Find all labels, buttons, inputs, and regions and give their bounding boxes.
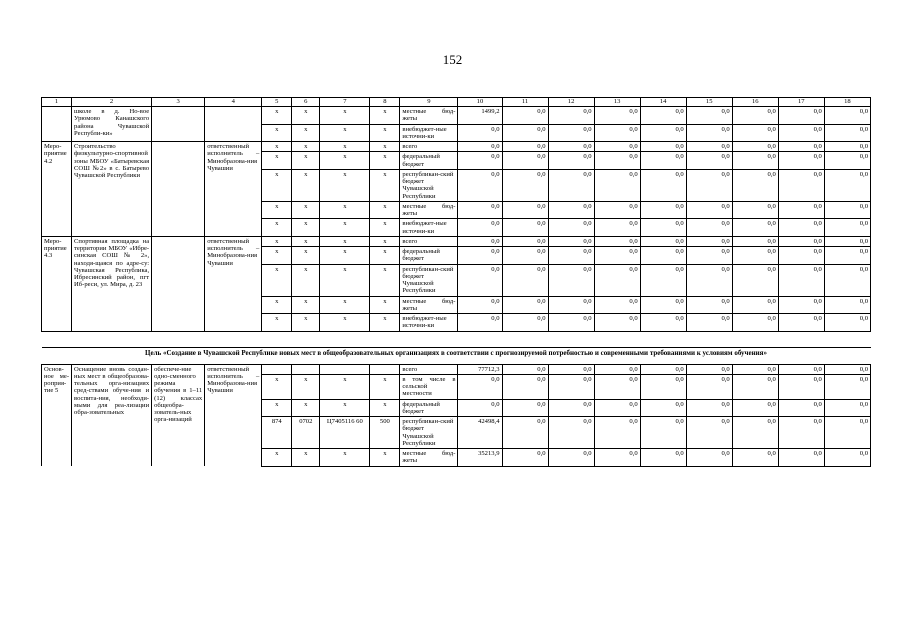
amount-cell: 0,0 [640, 264, 686, 296]
code-cell: х [370, 124, 400, 142]
amount-cell: 0,0 [502, 236, 548, 246]
amount-cell: 0,0 [640, 169, 686, 201]
amount-cell: 0,0 [732, 201, 778, 219]
code-cell: х [370, 236, 400, 246]
amount-cell: 0,0 [778, 449, 824, 467]
amount-cell: 0,0 [458, 152, 502, 170]
amount-cell: 0,0 [824, 247, 870, 265]
amount-cell: 0,0 [640, 201, 686, 219]
code-cell: х [262, 264, 292, 296]
amount-cell: 0,0 [778, 201, 824, 219]
code-cell: х [320, 169, 370, 201]
amount-cell: 0,0 [458, 264, 502, 296]
amount-cell: 0,0 [458, 314, 502, 332]
amount-cell: 0,0 [640, 152, 686, 170]
column-number: 18 [824, 98, 870, 107]
amount-cell: 0,0 [778, 417, 824, 449]
amount-cell: 0,0 [594, 296, 640, 314]
responsible-cell: ответственный исполнитель – Минобразова-ния Чувашии [205, 364, 262, 466]
amount-cell: 0,0 [548, 236, 594, 246]
amount-cell: 0,0 [458, 169, 502, 201]
funding-source-cell: всего [400, 142, 458, 152]
amount-cell: 0,0 [458, 399, 502, 417]
code-cell: х [292, 107, 320, 125]
measure-number-cell: Основ-ное ме-роприя-тие 5 [42, 364, 72, 466]
amount-cell: 0,0 [458, 374, 502, 399]
amount-cell: 42498,4 [458, 417, 502, 449]
code-cell: х [370, 219, 400, 237]
code-cell: х [262, 201, 292, 219]
table-row [42, 236, 871, 246]
amount-cell: 0,0 [502, 219, 548, 237]
amount-cell: 0,0 [640, 107, 686, 125]
code-cell: х [292, 152, 320, 170]
amount-cell: 0,0 [640, 364, 686, 374]
amount-cell: 0,0 [640, 449, 686, 467]
amount-cell: 0,0 [502, 142, 548, 152]
code-cell: х [370, 107, 400, 125]
amount-cell: 0,0 [778, 219, 824, 237]
amount-cell: 0,0 [640, 296, 686, 314]
amount-cell: 0,0 [824, 124, 870, 142]
amount-cell: 0,0 [594, 374, 640, 399]
amount-cell: 0,0 [458, 296, 502, 314]
amount-cell: 0,0 [548, 399, 594, 417]
code-cell: х [370, 296, 400, 314]
spacer-cell [42, 331, 871, 347]
funding-source-cell: республикан-ский бюджет Чувашской Республики [400, 417, 458, 449]
amount-cell: 0,0 [502, 201, 548, 219]
amount-cell: 0,0 [594, 417, 640, 449]
funding-source-cell: внебюджет-ные источни-ки [400, 124, 458, 142]
funding-source-cell: федеральный бюджет [400, 152, 458, 170]
amount-cell: 0,0 [824, 152, 870, 170]
goal-heading: Цель «Создание в Чувашской Республике новых мест в общеобразовательных организациях в соответствии с прогнозируемой потребностью и современными требованиями к условиям обучения» [145, 348, 767, 357]
amount-cell: 0,0 [732, 417, 778, 449]
amount-cell: 0,0 [824, 219, 870, 237]
amount-cell: 0,0 [548, 449, 594, 467]
amount-cell: 0,0 [458, 201, 502, 219]
amount-cell: 0,0 [502, 399, 548, 417]
amount-cell: 0,0 [640, 417, 686, 449]
code-cell: х [370, 142, 400, 152]
amount-cell: 0,0 [686, 314, 732, 332]
code-cell: х [320, 374, 370, 399]
amount-cell: 0,0 [824, 314, 870, 332]
amount-cell: 0,0 [502, 296, 548, 314]
amount-cell: 0,0 [686, 152, 732, 170]
amount-cell: 0,0 [594, 201, 640, 219]
amount-cell: 0,0 [640, 219, 686, 237]
amount-cell: 0,0 [686, 264, 732, 296]
code-cell: х [262, 296, 292, 314]
amount-cell: 0,0 [502, 107, 548, 125]
goal-row [42, 347, 871, 364]
code-cell: х [370, 449, 400, 467]
amount-cell: 0,0 [778, 124, 824, 142]
funding-source-cell: республикан-ский бюджет Чувашской Республики [400, 264, 458, 296]
measure-name-cell: школе в д. Но-вое Урюмово Канашского района Чувашской Республи-ки» [72, 107, 152, 142]
amount-cell: 0,0 [640, 399, 686, 417]
code-cell: х [292, 296, 320, 314]
amount-cell: 0,0 [594, 314, 640, 332]
amount-cell: 0,0 [640, 374, 686, 399]
funding-source-cell: внебюджет-ные источни-ки [400, 314, 458, 332]
amount-cell: 0,0 [502, 314, 548, 332]
code-cell: х [292, 314, 320, 332]
amount-cell: 0,0 [686, 399, 732, 417]
amount-cell: 0,0 [640, 142, 686, 152]
code-cell: х [292, 374, 320, 399]
amount-cell: 0,0 [732, 314, 778, 332]
amount-cell: 0,0 [548, 296, 594, 314]
amount-cell: 0,0 [502, 417, 548, 449]
amount-cell: 0,0 [594, 399, 640, 417]
code-cell: х [262, 399, 292, 417]
amount-cell: 0,0 [824, 107, 870, 125]
amount-cell: 0,0 [732, 247, 778, 265]
amount-cell: 0,0 [686, 201, 732, 219]
amount-cell: 0,0 [686, 169, 732, 201]
code-cell: х [292, 142, 320, 152]
amount-cell: 0,0 [732, 152, 778, 170]
task-cell: обеспече-ние одно-сменного режима обучения в 1–11 (12) классах общеобра-зователь-ных орга-низаций [152, 364, 205, 466]
amount-cell: 0,0 [502, 374, 548, 399]
amount-cell: 0,0 [732, 399, 778, 417]
amount-cell: 0,0 [594, 264, 640, 296]
amount-cell: 0,0 [548, 417, 594, 449]
amount-cell: 0,0 [594, 142, 640, 152]
code-cell: х [370, 374, 400, 399]
table-row [42, 142, 871, 152]
page-number: 152 [442, 52, 463, 67]
amount-cell: 0,0 [778, 399, 824, 417]
funding-source-cell: всего [400, 364, 458, 374]
amount-cell: 0,0 [732, 264, 778, 296]
code-cell: х [320, 264, 370, 296]
code-cell [262, 364, 292, 374]
column-number: 2 [72, 98, 152, 107]
amount-cell: 0,0 [548, 169, 594, 201]
amount-cell: 0,0 [824, 449, 870, 467]
measure-number-cell [42, 107, 72, 142]
code-cell: х [292, 264, 320, 296]
amount-cell: 0,0 [594, 236, 640, 246]
code-cell: х [262, 107, 292, 125]
funding-source-cell: федеральный бюджет [400, 247, 458, 265]
column-number: 7 [320, 98, 370, 107]
amount-cell: 0,0 [824, 399, 870, 417]
task-cell [152, 236, 205, 331]
amount-cell: 0,0 [458, 236, 502, 246]
amount-cell: 0,0 [778, 374, 824, 399]
amount-cell: 0,0 [640, 236, 686, 246]
column-number: 5 [262, 98, 292, 107]
amount-cell: 0,0 [824, 236, 870, 246]
code-cell: х [262, 169, 292, 201]
funding-source-cell: внебюджет-ные источни-ки [400, 219, 458, 237]
amount-cell: 0,0 [778, 264, 824, 296]
amount-cell: 0,0 [548, 124, 594, 142]
amount-cell: 0,0 [686, 142, 732, 152]
column-number: 12 [548, 98, 594, 107]
column-number: 10 [458, 98, 502, 107]
amount-cell: 0,0 [548, 107, 594, 125]
code-cell: х [370, 201, 400, 219]
amount-cell: 0,0 [778, 314, 824, 332]
code-cell: х [262, 449, 292, 467]
task-cell [152, 107, 205, 142]
amount-cell: 0,0 [778, 247, 824, 265]
code-cell: х [262, 142, 292, 152]
amount-cell: 0,0 [686, 236, 732, 246]
measure-number-cell: Меро-приятие 4.3 [42, 236, 72, 331]
column-number: 4 [205, 98, 262, 107]
amount-cell: 35213,9 [458, 449, 502, 467]
amount-cell: 0,0 [502, 449, 548, 467]
amount-cell: 77712,3 [458, 364, 502, 374]
funding-source-cell: в том числе в сельской местности [400, 374, 458, 399]
code-cell: 500 [370, 417, 400, 449]
table-row [42, 107, 871, 125]
amount-cell: 0,0 [548, 264, 594, 296]
code-cell: х [370, 247, 400, 265]
code-cell: х [320, 449, 370, 467]
funding-source-cell: республикан-ский бюджет Чувашской Республики [400, 169, 458, 201]
code-cell [292, 364, 320, 374]
code-cell: х [292, 169, 320, 201]
amount-cell: 0,0 [732, 142, 778, 152]
amount-cell: 0,0 [824, 169, 870, 201]
amount-cell: 0,0 [732, 296, 778, 314]
amount-cell: 0,0 [686, 247, 732, 265]
amount-cell: 0,0 [778, 236, 824, 246]
funding-source-cell: местные бюд-жеты [400, 201, 458, 219]
code-cell: х [292, 247, 320, 265]
budget-table [41, 97, 871, 467]
code-cell: х [292, 201, 320, 219]
amount-cell: 0,0 [548, 201, 594, 219]
amount-cell: 0,0 [778, 296, 824, 314]
amount-cell: 0,0 [548, 219, 594, 237]
code-cell: х [320, 296, 370, 314]
amount-cell: 0,0 [732, 449, 778, 467]
amount-cell: 0,0 [594, 152, 640, 170]
amount-cell: 0,0 [458, 219, 502, 237]
funding-source-cell: местные бюд-жеты [400, 296, 458, 314]
amount-cell: 0,0 [778, 152, 824, 170]
amount-cell: 0,0 [548, 142, 594, 152]
amount-cell: 0,0 [594, 124, 640, 142]
code-cell: х [370, 264, 400, 296]
amount-cell: 0,0 [548, 314, 594, 332]
code-cell: Ц7405116 60 [320, 417, 370, 449]
amount-cell: 0,0 [502, 124, 548, 142]
funding-source-cell: всего [400, 236, 458, 246]
amount-cell: 0,0 [458, 142, 502, 152]
amount-cell: 0,0 [640, 247, 686, 265]
code-cell: х [320, 314, 370, 332]
table-body [42, 98, 871, 467]
amount-cell: 0,0 [732, 124, 778, 142]
code-cell: х [262, 152, 292, 170]
amount-cell: 0,0 [594, 449, 640, 467]
measure-number-cell: Меро-приятие 4.2 [42, 142, 72, 237]
amount-cell: 0,0 [824, 201, 870, 219]
amount-cell: 0,0 [824, 417, 870, 449]
column-number: 8 [370, 98, 400, 107]
funding-source-cell: местные бюд-жеты [400, 107, 458, 125]
amount-cell: 0,0 [686, 219, 732, 237]
code-cell: х [320, 247, 370, 265]
amount-cell: 0,0 [778, 364, 824, 374]
amount-cell: 0,0 [548, 374, 594, 399]
responsible-cell: ответственный исполнитель – Минобразова-ния Чувашии [205, 236, 262, 331]
code-cell: х [292, 236, 320, 246]
code-cell: х [370, 399, 400, 417]
code-cell [370, 364, 400, 374]
amount-cell: 0,0 [594, 169, 640, 201]
code-cell: х [320, 399, 370, 417]
code-cell: х [320, 219, 370, 237]
amount-cell: 0,0 [640, 314, 686, 332]
amount-cell: 0,0 [732, 236, 778, 246]
code-cell: х [320, 236, 370, 246]
amount-cell: 0,0 [732, 107, 778, 125]
task-cell [152, 142, 205, 237]
amount-cell: 0,0 [458, 124, 502, 142]
amount-cell: 0,0 [502, 364, 548, 374]
code-cell [320, 364, 370, 374]
column-number: 6 [292, 98, 320, 107]
spacer-row [42, 331, 871, 347]
column-number: 11 [502, 98, 548, 107]
amount-cell: 0,0 [686, 124, 732, 142]
responsible-cell [205, 107, 262, 142]
amount-cell: 0,0 [594, 107, 640, 125]
amount-cell: 0,0 [594, 219, 640, 237]
funding-source-cell: местные бюд-жеты [400, 449, 458, 467]
amount-cell: 0,0 [548, 247, 594, 265]
code-cell: х [262, 124, 292, 142]
code-cell: х [292, 124, 320, 142]
responsible-cell: ответственный исполнитель – Минобразова-ния Чувашии [205, 142, 262, 237]
code-cell: х [292, 219, 320, 237]
amount-cell: 0,0 [548, 364, 594, 374]
column-number: 9 [400, 98, 458, 107]
column-number: 17 [778, 98, 824, 107]
code-cell: х [370, 169, 400, 201]
amount-cell: 0,0 [824, 296, 870, 314]
code-cell: х [292, 399, 320, 417]
code-cell: х [370, 152, 400, 170]
funding-source-cell: федеральный бюджет [400, 399, 458, 417]
column-number: 14 [640, 98, 686, 107]
amount-cell: 0,0 [548, 152, 594, 170]
code-cell: х [262, 247, 292, 265]
amount-cell: 1499,2 [458, 107, 502, 125]
amount-cell: 0,0 [778, 169, 824, 201]
header-row [42, 98, 871, 107]
code-cell: 0702 [292, 417, 320, 449]
amount-cell: 0,0 [502, 169, 548, 201]
code-cell: х [320, 152, 370, 170]
amount-cell: 0,0 [686, 417, 732, 449]
measure-name-cell: Оснащение вновь создан-ных мест в общеобразова-тельных орга-низациях сред-ствами обуче-ния и воспита-ния, необходи-мыми для реа-лизации обра-зовательных [72, 364, 152, 466]
code-cell: х [292, 449, 320, 467]
code-cell: х [262, 314, 292, 332]
amount-cell: 0,0 [824, 364, 870, 374]
amount-cell: 0,0 [640, 124, 686, 142]
amount-cell: 0,0 [686, 296, 732, 314]
amount-cell: 0,0 [502, 264, 548, 296]
column-number: 1 [42, 98, 72, 107]
code-cell: х [320, 142, 370, 152]
measure-name-cell: Строительство физкультурно-спортивной зоны МБОУ «Батыревская СОШ №2» в с. Батырево Чувашской Республики [72, 142, 152, 237]
amount-cell: 0,0 [732, 364, 778, 374]
column-number: 15 [686, 98, 732, 107]
amount-cell: 0,0 [502, 152, 548, 170]
amount-cell: 0,0 [686, 107, 732, 125]
amount-cell: 0,0 [778, 107, 824, 125]
amount-cell: 0,0 [686, 364, 732, 374]
amount-cell: 0,0 [732, 219, 778, 237]
column-number: 13 [594, 98, 640, 107]
table-row [42, 364, 871, 374]
column-number: 3 [152, 98, 205, 107]
amount-cell: 0,0 [824, 374, 870, 399]
code-cell: х [370, 314, 400, 332]
amount-cell: 0,0 [594, 247, 640, 265]
amount-cell: 0,0 [824, 142, 870, 152]
amount-cell: 0,0 [732, 169, 778, 201]
amount-cell: 0,0 [594, 364, 640, 374]
amount-cell: 0,0 [686, 449, 732, 467]
code-cell: х [320, 107, 370, 125]
amount-cell: 0,0 [732, 374, 778, 399]
code-cell: х [262, 219, 292, 237]
amount-cell: 0,0 [502, 247, 548, 265]
amount-cell: 0,0 [778, 142, 824, 152]
code-cell: х [320, 124, 370, 142]
column-number: 16 [732, 98, 778, 107]
code-cell: х [262, 374, 292, 399]
measure-name-cell: Спортивная площадка на территории МБОУ «Ибре-синская СОШ № 2», находя-щаяся по адре-су: Чувашская Республика, Ибресинский район, пгт Иб-реси, ул. Мира, д. 23 [72, 236, 152, 331]
amount-cell: 0,0 [824, 264, 870, 296]
code-cell: 874 [262, 417, 292, 449]
amount-cell: 0,0 [458, 247, 502, 265]
code-cell: х [320, 201, 370, 219]
amount-cell: 0,0 [686, 374, 732, 399]
code-cell: х [262, 236, 292, 246]
